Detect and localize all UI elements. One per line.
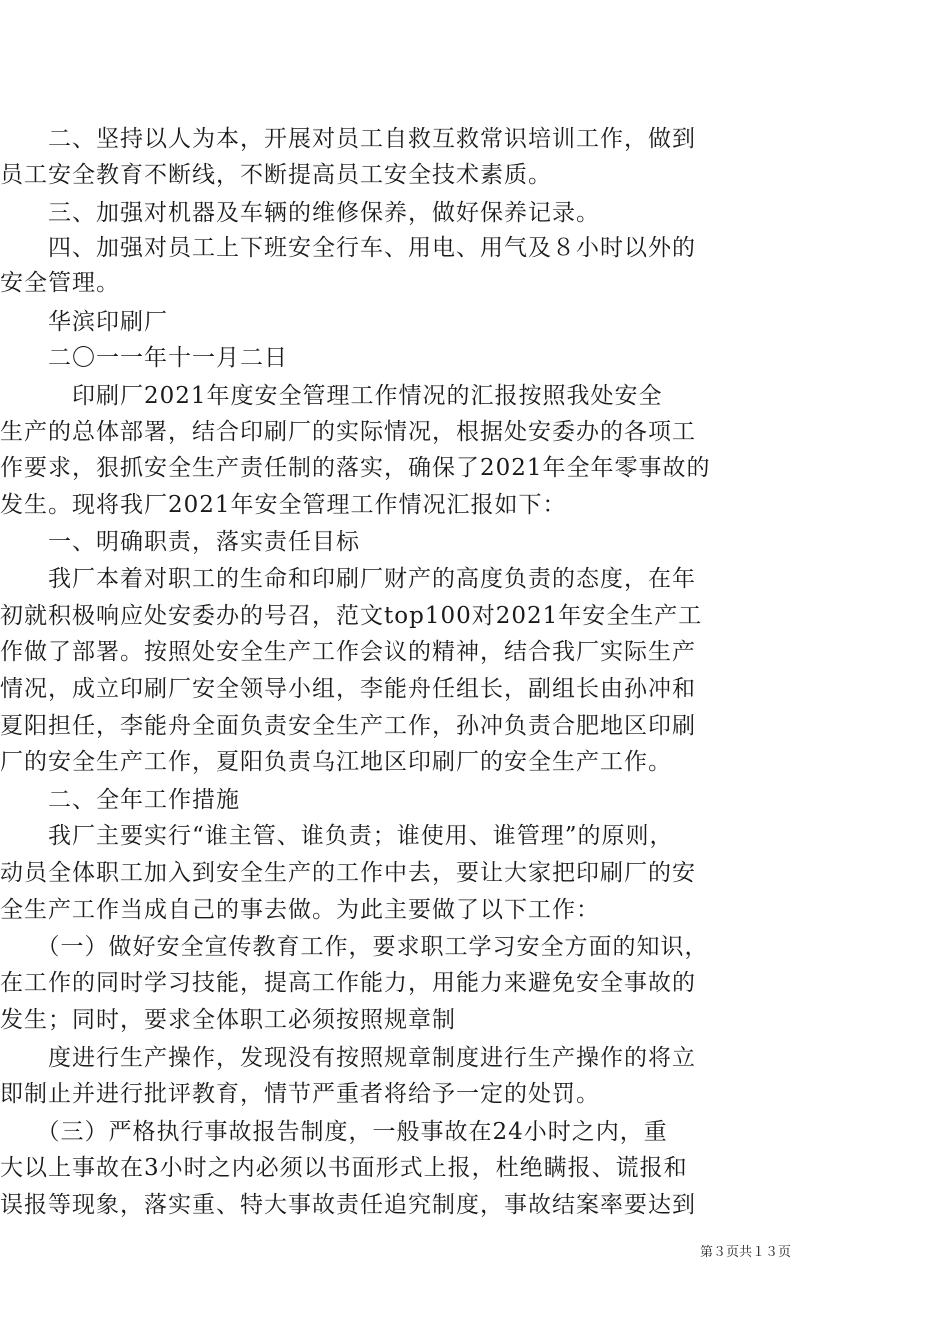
text-line: （三）严格执行事故报告制度，一般事故在24小时之内，重 <box>0 1119 668 1145</box>
text-line: 我厂主要实行“谁主管、谁负责；谁使用、谁管理”的原则， <box>0 823 674 849</box>
signature-organization: 华滨印刷厂 <box>0 309 168 335</box>
text-line: 在工作的同时学习技能，提高工作能力，用能力来避免安全事故的 <box>0 970 696 996</box>
text-line: 发生；同时，要求全体职工必须按照规章制 <box>0 1007 456 1033</box>
text-line: 大以上事故在3小时之内必须以书面形式上报，杜绝瞒报、谎报和 <box>0 1155 688 1181</box>
text-line: 员工安全教育不断线，不断提高员工安全技术素质。 <box>0 162 552 188</box>
text-line: 即制止并进行批评教育，情节严重者将给予一定的处罚。 <box>0 1081 600 1107</box>
page-number: 第３页共１３页 <box>700 1245 792 1260</box>
text-line: 误报等现象，落实重、特大事故责任追究制度，事故结案率要达到 <box>0 1192 696 1218</box>
text-line: 二、坚持以人为本，开展对员工自救互救常识培训工作，做到 <box>0 126 696 152</box>
text-line: 作要求，狠抓安全生产责任制的落实，确保了2021年全年零事故的 <box>0 455 711 481</box>
text-line: 三、加强对机器及车辆的维修保养，做好保养记录。 <box>0 200 600 226</box>
text-line: 生产的总体部署，结合印刷厂的实际情况，根据处安委办的各项工 <box>0 419 696 445</box>
text-line: 情况，成立印刷厂安全领导小组，李能舟任组长，副组长由孙冲和 <box>0 676 696 702</box>
text-line: 我厂本着对职工的生命和印刷厂财产的高度负责的态度，在年 <box>0 566 696 592</box>
section-heading: 二、全年工作措施 <box>0 787 240 813</box>
text-line: 初就积极响应处安委办的号召，范文top100对2021年安全生产工 <box>0 603 703 629</box>
text-line: 发生。现将我厂2021年安全管理工作情况汇报如下： <box>0 492 567 518</box>
text-line: 全生产工作当成自己的事去做。为此主要做了以下工作： <box>0 897 600 923</box>
text-line: 安全管理。 <box>0 270 120 296</box>
text-line: 度进行生产操作，发现没有按照规章制度进行生产操作的将立 <box>0 1045 696 1071</box>
section-heading: 一、明确职责，落实责任目标 <box>0 529 360 555</box>
text-line: 夏阳担任，李能舟全面负责安全生产工作，孙冲负责合肥地区印刷 <box>0 713 696 739</box>
text-line: 四、加强对员工上下班安全行车、用电、用气及８小时以外的 <box>0 235 696 261</box>
signature-date: 二〇一一年十一月二日 <box>0 345 288 371</box>
text-line: 厂的安全生产工作，夏阳负责乌江地区印刷厂的安全生产工作。 <box>0 749 672 775</box>
text-line: 印刷厂2021年度安全管理工作情况的汇报按照我处安全 <box>0 383 663 409</box>
text-line: （一）做好安全宣传教育工作，要求职工学习安全方面的知识， <box>0 934 709 960</box>
text-line: 作做了部署。按照处安全生产工作会议的精神，结合我厂实际生产 <box>0 639 696 665</box>
text-line: 动员全体职工加入到安全生产的工作中去，要让大家把印刷厂的安 <box>0 860 696 886</box>
